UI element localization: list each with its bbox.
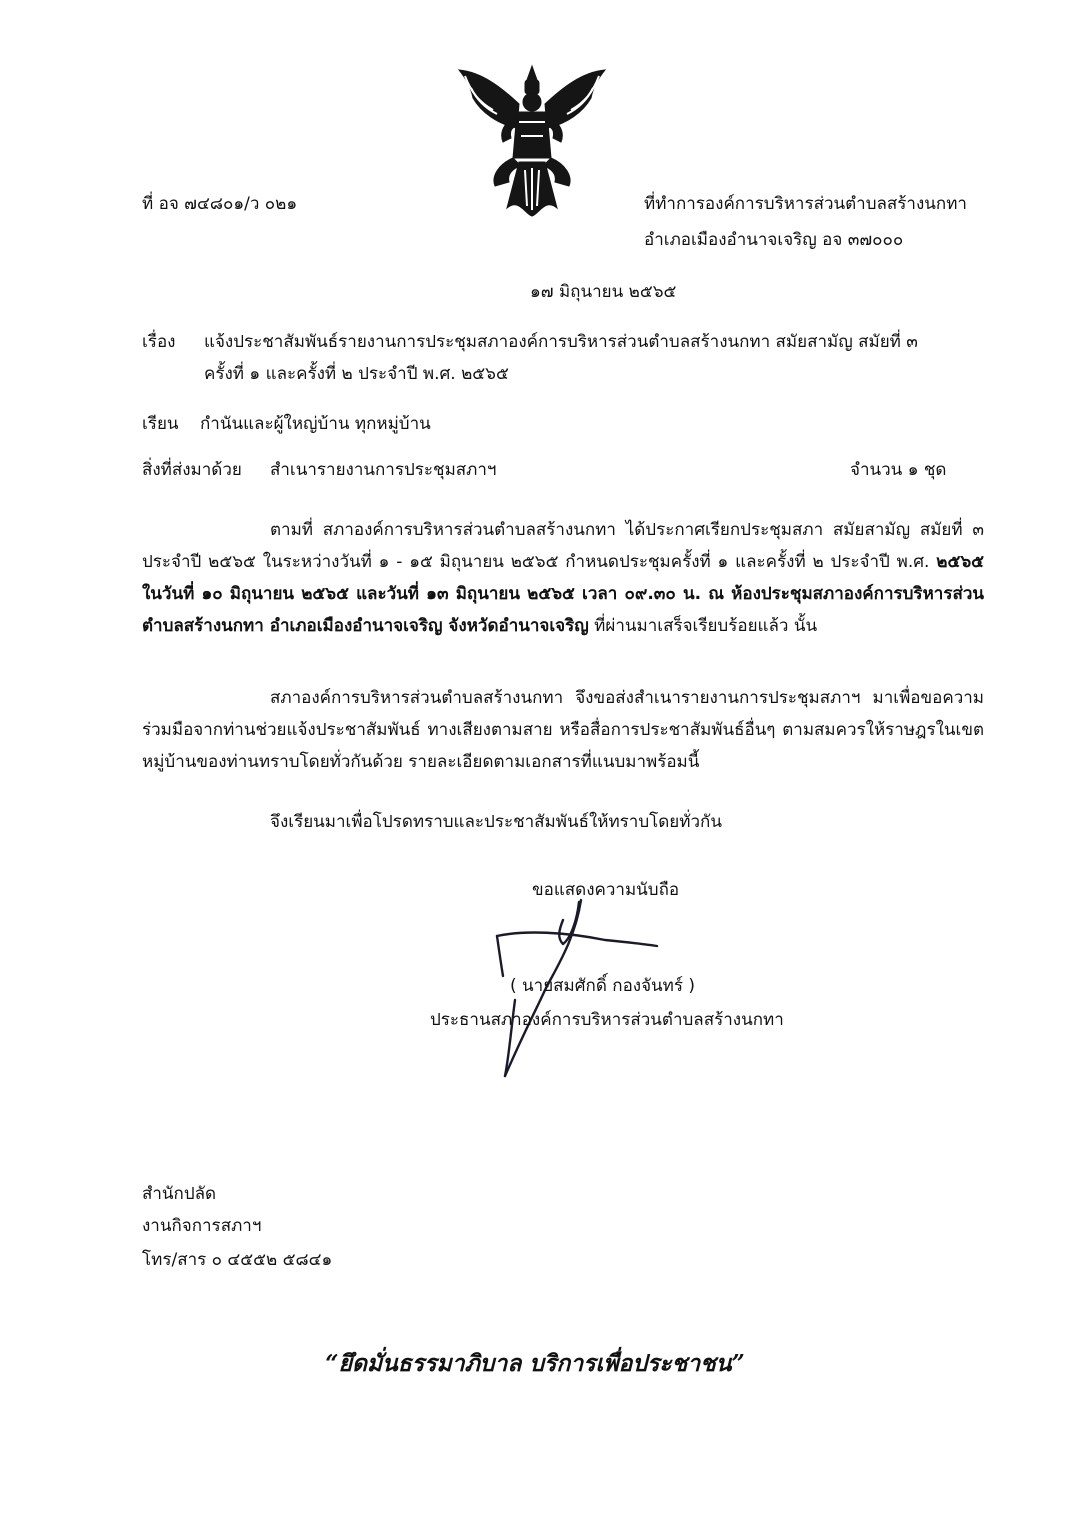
body-paragraph-2 xyxy=(142,682,984,778)
footer-phone: โทร/สาร ๐ ๔๕๕๒ ๕๘๔๑ xyxy=(142,1250,333,1270)
body-paragraph-1-bold: ๒๕๖๕ ในวันที่ ๑๐ มิถุนายน ๒๕๖๕ และวันที่ ๑๓ มิถุนายน ๒๕๖๕ เวลา ๐๙.๓๐ น. ณ ห้องประชุมสภาองค์การบริหารส่วนตำบลสร้างนกทา อำเภอเมืองอำนาจเจริญ จังหวัดอำนาจเจริญ xyxy=(142,552,984,636)
body-paragraph-1 xyxy=(142,514,984,642)
enclosure-value: สำเนารายงานการประชุมสภาฯ xyxy=(270,460,497,480)
enclosure-quantity: จำนวน ๑ ชุด xyxy=(850,460,947,480)
body-paragraph-3: จึงเรียนมาเพื่อโปรดทราบและประชาสัมพันธ์ให้ทราบโดยทั่วกัน xyxy=(270,812,722,832)
subject-line1: แจ้งประชาสัมพันธ์รายงานการประชุมสภาองค์การบริหารส่วนตำบลสร้างนกทา สมัยสามัญ สมัยที่ ๓ xyxy=(204,332,918,352)
signer-name: ( นายสมศักดิ์ กองจันทร์ ) xyxy=(510,976,696,996)
letter-date: ๑๗ มิถุนายน ๒๕๖๕ xyxy=(530,282,677,302)
addressee-label: เรียน xyxy=(142,414,179,434)
body-paragraph-1-end: ที่ผ่านมาเสร็จเรียบร้อยแล้ว นั้น xyxy=(588,616,818,636)
garuda-emblem-icon xyxy=(447,58,617,218)
body-paragraph-2-text: สภาองค์การบริหารส่วนตำบลสร้างนกทา จึงขอส่งสำเนารายงานการประชุมสภาฯ มาเพื่อขอความร่วมมือจากท่านช่วยแจ้งประชาสัมพันธ์ ทางเสียงตามสาย หรือสื่อการประชาสัมพันธ์อื่นๆ ตามสมควรให้ราษฎรในเขตหมู่บ้านของท่านทราบโดยทั่วกันด้วย รายละเอียดตามเอกสารที่แนบมาพร้อมนี้ xyxy=(142,688,984,772)
subject-line2: ครั้งที่ ๑ และครั้งที่ ๒ ประจำปี พ.ศ. ๒๕๖๕ xyxy=(204,364,509,384)
addressee-value: กำนันและผู้ใหญ่บ้าน ทุกหมู่บ้าน xyxy=(200,414,431,434)
reference-number: ที่ อจ ๗๔๘๐๑/ว ๐๒๑ xyxy=(142,194,298,214)
office-address-line1: ที่ทำการองค์การบริหารส่วนตำบลสร้างนกทา xyxy=(644,194,967,214)
footer-unit: งานกิจการสภาฯ xyxy=(142,1216,262,1236)
enclosure-label: สิ่งที่ส่งมาด้วย xyxy=(142,460,242,480)
footer-department: สำนักปลัด xyxy=(142,1184,217,1204)
signer-position: ประธานสภาองค์การบริหารส่วนตำบลสร้างนกทา xyxy=(430,1010,784,1030)
slogan: “ยึดมั่นธรรมาภิบาล บริการเพื่อประชาชน” xyxy=(325,1350,745,1377)
office-address-line2: อำเภอเมืองอำนาจเจริญ อจ ๓๗๐๐๐ xyxy=(644,230,904,250)
body-paragraph-1-text: ตามที่ สภาองค์การบริหารส่วนตำบลสร้างนกทา ได้ประกาศเรียกประชุมสภา สมัยสามัญ สมัยที่ ๓ ประจำปี ๒๕๖๕ ในระหว่างวันที่ ๑ - ๑๕ มิถุนายน ๒๕๖๕ กำหนดประชุมครั้งที่ ๑ และครั้งที่ ๒ ประจำปี พ.ศ. xyxy=(142,520,984,572)
subject-label: เรื่อง xyxy=(142,332,176,352)
closing-salutation: ขอแสดงความนับถือ xyxy=(532,880,680,900)
